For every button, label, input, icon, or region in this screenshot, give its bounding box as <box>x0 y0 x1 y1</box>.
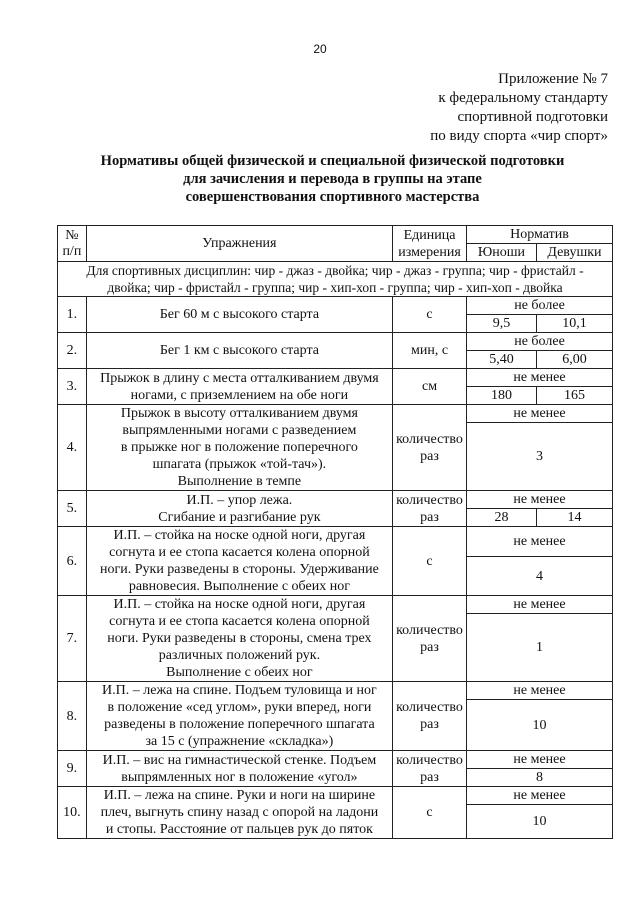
row-unit: с <box>393 787 467 839</box>
exercise-line: Сгибание и разгибание рук <box>158 509 321 525</box>
row-condition: не более <box>467 297 613 315</box>
unit-line: количество <box>396 700 463 715</box>
row-girls-value: 10,1 <box>536 315 612 333</box>
row-common-value: 10 <box>467 805 613 839</box>
row-common-value: 8 <box>467 769 613 787</box>
row-girls-value: 165 <box>536 387 612 405</box>
exercise-line: за 15 с (упражнение «складка») <box>145 734 334 749</box>
row-unit <box>393 682 467 751</box>
row-exercise: Бег 1 км с высокого старта <box>86 333 392 369</box>
exercise-line: И.П. – вис на гимнастической стенке. Подъем <box>102 752 377 768</box>
title-line: для зачисления и перевода в группы на этапе <box>183 171 482 187</box>
row-exercise <box>86 527 392 596</box>
unit-line: раз <box>420 717 439 732</box>
title-line: Нормативы общей физической и специальной физической подготовки <box>100 153 565 169</box>
exercise-line: Выполнение в темпе <box>177 474 302 489</box>
exercise-line: ногами, с приземлением на обе ноги <box>130 387 349 403</box>
exercise-line: Прыжок в высоту отталкиванием двумя <box>120 406 358 421</box>
header-norm: Норматив <box>467 226 613 244</box>
row-exercise <box>86 405 392 491</box>
exercise-line: И.П. – упор лежа. <box>186 492 293 508</box>
row-exercise <box>86 787 392 839</box>
row-condition: не более <box>467 333 613 351</box>
document-title <box>60 152 605 206</box>
header-girls: Девушки <box>536 244 612 262</box>
exercise-line: шпагата (прыжок «той-тач»). <box>152 457 327 472</box>
exercise-line: И.П. – стойка на носке одной ноги, другая <box>113 597 366 612</box>
exercise-line: и стопы. Расстояние от пальцев рук до пяток <box>105 822 373 837</box>
row-num: 2. <box>58 333 87 369</box>
exercise-line: И.П. – лежа на спине. Руки и ноги на ширине <box>103 788 376 803</box>
row-num: 4. <box>58 405 87 491</box>
exercise-line: Выполнение с обеих ног <box>166 665 313 680</box>
disciplines-line: двойка; чир - фристайл - группа; чир - хип-хоп - группа; чир - хип-хоп - двойка <box>107 280 563 295</box>
exercise-line: выпрямленными ногами с разведением <box>122 423 357 438</box>
exercise-line: согнута и ее стопа касается колена опорной <box>109 614 370 629</box>
row-num: 8. <box>58 682 87 751</box>
row-unit: мин, с <box>393 333 467 369</box>
page-number: 20 <box>313 42 327 56</box>
row-exercise <box>86 751 392 787</box>
exercise-line: в прыжке ног в положение поперечного <box>120 440 358 455</box>
exercise-line: выпрямленных ног в положение «угол» <box>121 769 358 785</box>
row-boys-value: 28 <box>467 509 537 527</box>
unit-line: количество <box>396 492 463 508</box>
row-exercise <box>86 596 392 682</box>
exercise-line: Прыжок в длину с места отталкиванием двумя <box>100 370 379 386</box>
row-num: 3. <box>58 369 87 405</box>
exercise-line: И.П. – стойка на носке одной ноги, другая <box>113 528 366 543</box>
row-common-value: 4 <box>467 557 613 596</box>
row-boys-value: 180 <box>467 387 537 405</box>
row-girls-value: 14 <box>536 509 612 527</box>
row-unit <box>393 596 467 682</box>
row-unit <box>393 405 467 491</box>
row-num: 10. <box>58 787 87 839</box>
exercise-line: в положение «сед углом», руки вперед, ноги <box>107 700 372 715</box>
row-unit <box>393 491 467 527</box>
row-common-value: 3 <box>467 423 613 491</box>
unit-line: раз <box>420 509 439 525</box>
header-exercise: Упражнения <box>86 226 392 262</box>
disciplines-line: Для спортивных дисциплин: чир - джаз - двойка; чир - джаз - группа; чир - фристайл - <box>86 263 584 278</box>
appendix-line: к федеральному стандарту <box>438 90 608 106</box>
row-condition: не менее <box>467 527 613 557</box>
row-num: 9. <box>58 751 87 787</box>
header-boys: Юноши <box>467 244 537 262</box>
row-num: 5. <box>58 491 87 527</box>
unit-line: раз <box>420 448 439 464</box>
row-common-value: 1 <box>467 614 613 682</box>
exercise-line: различных положений рук. <box>158 648 321 663</box>
unit-line: раз <box>420 769 439 785</box>
row-exercise <box>86 491 392 527</box>
appendix-line: Приложение № 7 <box>498 71 608 87</box>
row-boys-value: 9,5 <box>467 315 537 333</box>
unit-line: раз <box>420 639 439 655</box>
row-exercise <box>86 682 392 751</box>
unit-line: количество <box>396 752 463 768</box>
exercise-line: ноги. Руки разведены в стороны. Удерживание <box>100 562 379 577</box>
row-condition: не менее <box>467 405 613 423</box>
appendix-line: по виду спорта «чир спорт» <box>430 128 608 144</box>
row-boys-value: 5,40 <box>467 351 537 369</box>
row-num: 6. <box>58 527 87 596</box>
disciplines-note <box>58 262 613 297</box>
row-common-value: 10 <box>467 700 613 751</box>
unit-line: количество <box>396 431 463 447</box>
row-condition: не менее <box>467 751 613 769</box>
row-condition: не менее <box>467 491 613 509</box>
row-unit: с <box>393 527 467 596</box>
row-num: 7. <box>58 596 87 682</box>
row-condition: не менее <box>467 682 613 700</box>
header-num: № п/п <box>58 226 87 262</box>
title-line: совершенствования спортивного мастерства <box>185 189 480 205</box>
row-girls-value: 6,00 <box>536 351 612 369</box>
header-unit: Единица измерения <box>393 226 467 262</box>
row-exercise <box>86 369 392 405</box>
appendix-line: спортивной подготовки <box>457 109 608 125</box>
row-unit: см <box>393 369 467 405</box>
row-unit <box>393 751 467 787</box>
exercise-line: ноги. Руки разведены в стороны, смена трех <box>107 631 372 646</box>
exercise-line: плеч, выгнуть спину назад с опорой на ладони <box>100 805 379 820</box>
row-exercise: Бег 60 м с высокого старта <box>86 297 392 333</box>
row-num: 1. <box>58 297 87 333</box>
row-condition: не менее <box>467 596 613 614</box>
row-condition: не менее <box>467 369 613 387</box>
appendix-header <box>348 70 608 146</box>
exercise-line: разведены в положение поперечного шпагата <box>104 717 375 732</box>
exercise-line: И.П. – лежа на спине. Подъем туловища и ног <box>102 683 377 698</box>
row-unit: с <box>393 297 467 333</box>
unit-line: количество <box>396 622 463 638</box>
row-condition: не менее <box>467 787 613 805</box>
exercise-line: равновесия. Выполнение с обеих ног <box>128 579 350 594</box>
norms-table <box>57 225 613 839</box>
exercise-line: согнута и ее стопа касается колена опорной <box>109 545 370 560</box>
